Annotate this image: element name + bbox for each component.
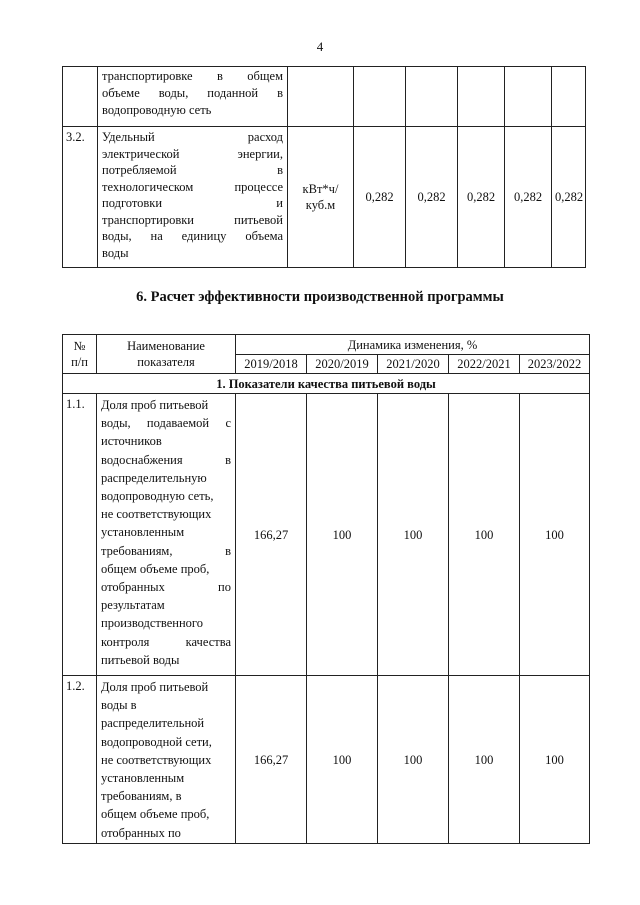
header-row <box>63 335 590 355</box>
value-cell: 100 <box>378 394 449 676</box>
row-number: 3.2. <box>63 127 98 268</box>
page-number: 4 <box>316 39 324 54</box>
table-row <box>63 676 590 844</box>
section-title: 6. Расчет эффективности производственной программы <box>136 289 504 305</box>
description-cell: Доля проб питьевой воды, подаваемой с источников водоснабжения в распределительную водопроводную сеть, не соответствующих установленным требованиям, в общем объеме проб, отобранных по результатам производственного контроля качества питьевой воды <box>97 394 236 676</box>
num-cell <box>63 67 98 127</box>
year-header: 2020/2019 <box>307 355 378 374</box>
table-row <box>63 127 586 268</box>
value-cell: 100 <box>449 394 520 676</box>
value-cell: 100 <box>449 676 520 844</box>
year-header: 2021/2020 <box>378 355 449 374</box>
value-cell: 100 <box>307 676 378 844</box>
value-cell: 100 <box>378 676 449 844</box>
indicators-table-continued <box>62 66 586 268</box>
value-cell: 0,282 <box>458 127 505 268</box>
row-number: 1.2. <box>63 676 97 844</box>
header-name: Наименование показателя <box>97 335 236 374</box>
table-row <box>63 67 586 127</box>
value-cell: 0,282 <box>354 127 406 268</box>
year-header: 2022/2021 <box>449 355 520 374</box>
value-cell: 100 <box>520 676 590 844</box>
value-cell: 0,282 <box>406 127 458 268</box>
section-1-title: 1. Показатели качества питьевой воды <box>63 374 590 394</box>
header-num: № п/п <box>63 335 97 374</box>
header-dynamics: Динамика изменения, % <box>236 335 590 355</box>
unit-cell: кВт*ч/ куб.м <box>288 127 354 268</box>
value-cell: 166,27 <box>236 394 307 676</box>
year-header: 2019/2018 <box>236 355 307 374</box>
value-cell: 100 <box>307 394 378 676</box>
table-row <box>63 394 590 676</box>
value-cell: 0,282 <box>505 127 552 268</box>
section-row <box>63 374 590 394</box>
description-cell: Доля проб питьевой воды в распределительной водопроводной сети, не соответствующих установленным требованиям, в общем объеме проб, отобранных по <box>97 676 236 844</box>
efficiency-table <box>62 334 590 844</box>
value-cell: 166,27 <box>236 676 307 844</box>
year-header: 2023/2022 <box>520 355 590 374</box>
value-cell: 0,282 <box>552 127 586 268</box>
description-cell: транспортировке в общем объеме воды, поданной в водопроводную сеть <box>98 67 288 127</box>
description-cell: Удельный расход электрической энергии, потребляемой в технологическом процессе подготовки и транспортировки питьевой воды, на единицу объема воды <box>98 127 288 268</box>
unit-cell <box>288 67 354 127</box>
value-cell: 100 <box>520 394 590 676</box>
row-number: 1.1. <box>63 394 97 676</box>
